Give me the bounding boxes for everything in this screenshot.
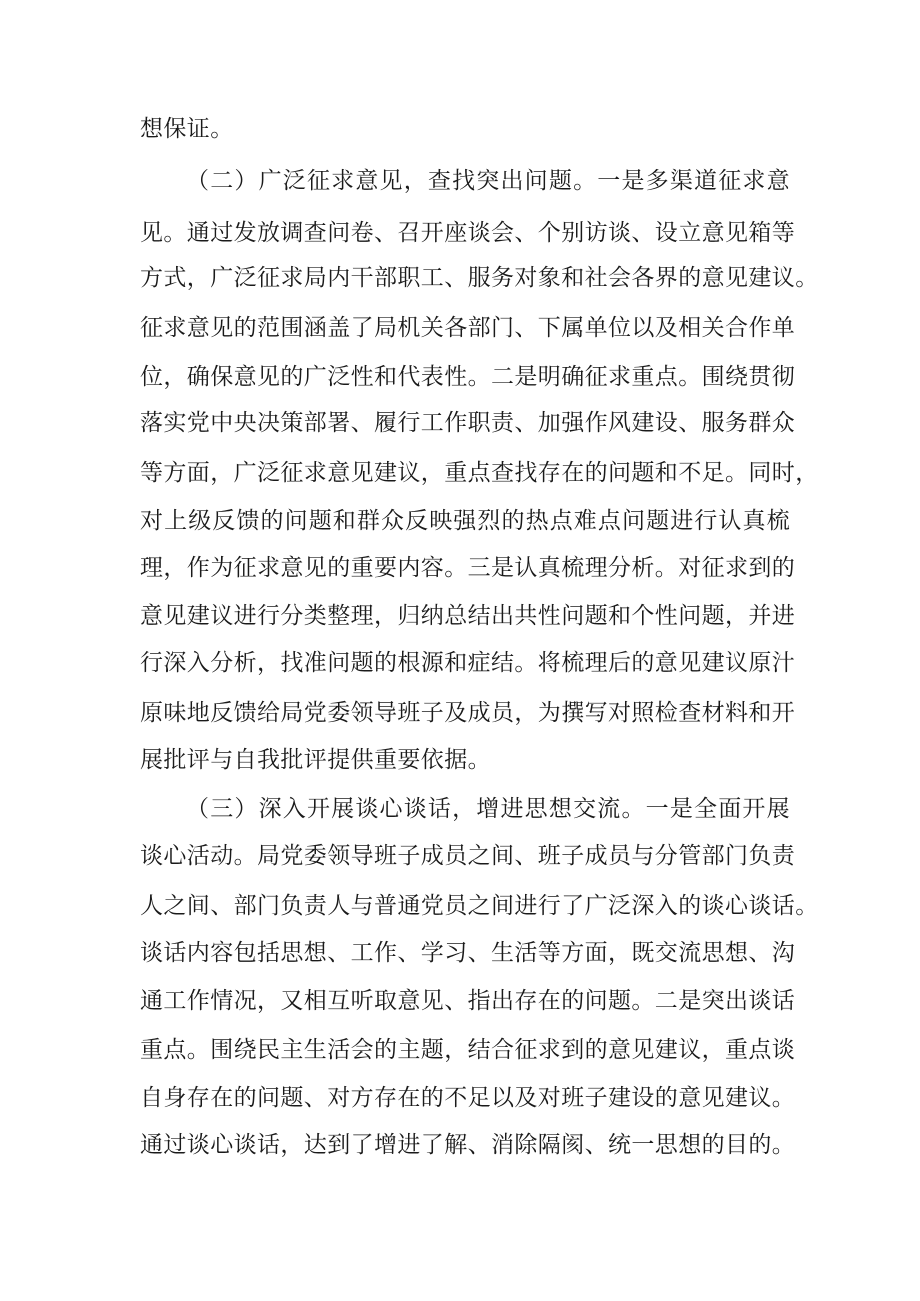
paragraph-line: 谈话内容包括思想、工作、学习、生活等方面，既交流思想、沟 (140, 940, 796, 966)
paragraph-line: 位，确保意见的广泛性和代表性。二是明确征求重点。围绕贯彻 (140, 364, 796, 390)
paragraph-line: 重点。围绕民主生活会的主题，结合征求到的意见建议，重点谈 (140, 1037, 796, 1063)
paragraph-line: 原味地反馈给局党委领导班子及成员，为撰写对照检查材料和开 (140, 700, 796, 726)
paragraph-line: 等方面，广泛征求意见建议，重点查找存在的问题和不足。同时， (140, 460, 819, 486)
paragraph-line: （二）广泛征求意见，查找突出问题。一是多渠道征求意 (186, 168, 790, 194)
paragraph-line: 通过谈心谈话，达到了增进了解、消除隔阂、统一思想的目的。 (140, 1132, 796, 1158)
paragraph-line: 行深入分析，找准问题的根源和症结。将梳理后的意见建议原汁 (140, 650, 796, 676)
paragraph-line: 意见建议进行分类整理，归纳总结出共性问题和个性问题，并进 (140, 603, 796, 629)
paragraph-line: 落实党中央决策部署、履行工作职责、加强作风建设、服务群众 (140, 410, 796, 436)
paragraph-line: 理，作为征求意见的重要内容。三是认真梳理分析。对征求到的 (140, 555, 796, 581)
paragraph-line: 见。通过发放调查问卷、召开座谈会、个别访谈、设立意见箱等 (140, 220, 796, 246)
paragraph-line: 想保证。 (140, 116, 234, 142)
paragraph-line: 方式，广泛征求局内干部职工、服务对象和社会各界的意见建议。 (140, 265, 819, 291)
paragraph-line: 展批评与自我批评提供重要依据。 (140, 747, 491, 773)
paragraph-line: 自身存在的问题、对方存在的不足以及对班子建设的意见建议。 (140, 1085, 796, 1111)
paragraph-line: （三）深入开展谈心谈话，增进思想交流。一是全面开展 (186, 796, 790, 822)
paragraph-line: 通工作情况，又相互听取意见、指出存在的问题。二是突出谈话 (140, 988, 796, 1014)
paragraph-line: 人之间、部门负责人与普通党员之间进行了广泛深入的谈心谈话。 (140, 893, 819, 919)
paragraph-line: 对上级反馈的问题和群众反映强烈的热点难点问题进行认真梳 (140, 508, 790, 534)
paragraph-line: 谈心活动。局党委领导班子成员之间、班子成员与分管部门负责 (140, 843, 796, 869)
paragraph-line: 征求意见的范围涵盖了局机关各部门、下属单位以及相关合作单 (140, 315, 796, 341)
